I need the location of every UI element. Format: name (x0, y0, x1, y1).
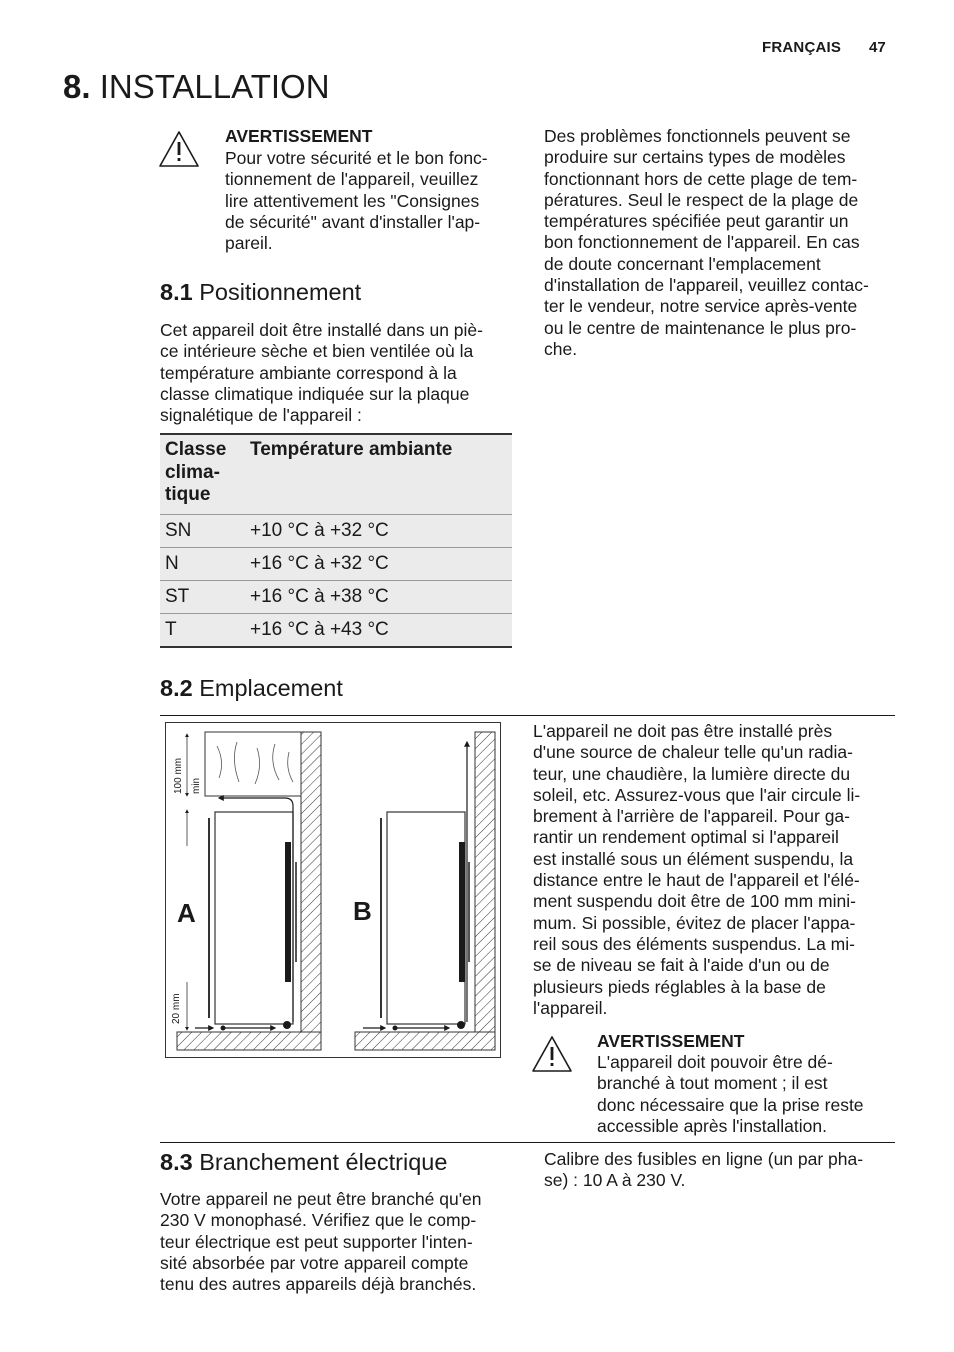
table-cell-temperature: +16 °C à +32 °C (245, 547, 512, 580)
section-title-branchement (160, 1149, 447, 1176)
section-title-text: Emplacement (199, 675, 343, 701)
diagram-label-b: B (353, 896, 372, 926)
header-language: FRANÇAIS (762, 39, 842, 56)
diagram-panel-b (355, 732, 495, 1050)
installation-diagram (165, 722, 501, 1058)
section-title-positionnement (160, 279, 361, 306)
dimension-min: min (191, 777, 202, 794)
location-text: L'appareil ne doit pas être installé près d'une source de chaleur telle qu'un radia- teur, une chaudière, la lumière directe du soleil, etc. Assurez-vous que l'air circule li- brement à l'arrière de l'appareil. Pour ga- rantir un rendement optimal si l'appareil est installé sous un élément suspendu, la distance entre le haut de l'appareil et l'élé- ment suspendu doit être de 100 mm mini- mum. Si possible, évitez de placer l'appa- reil sous des éléments suspendus. La mi- se de niveau se fait à l'aide d'un ou de plusieurs pieds réglables à la base de l'appareil. (533, 721, 861, 1018)
table-cell-class: N (160, 547, 245, 580)
section-title-text: Branchement électrique (199, 1149, 448, 1175)
chapter-title-text: INSTALLATION (99, 68, 330, 105)
climate-class-table (160, 433, 512, 648)
electrical-connection-text: Votre appareil ne peut être branché qu'en 230 V monophasé. Vérifiez que le comp- teur électrique est peut supporter l'inten- sité absorbée par votre appareil compte tenu des autres appareils déjà branchés. (160, 1189, 482, 1295)
warning-title: AVERTISSEMENT (225, 126, 373, 146)
table-cell-temperature: +16 °C à +38 °C (245, 580, 512, 613)
table-header-class: Classe clima- tique (160, 434, 245, 514)
table-cell-temperature: +10 °C à +32 °C (245, 514, 512, 547)
chapter-number: 8. (63, 68, 91, 105)
table-cell-class: ST (160, 580, 245, 613)
warning-text: Pour votre sécurité et le bon fonc- tionnement de l'appareil, veuillez lire attentivement les "Consignes de sécurité" avant d'installer l'ap- pareil. (225, 148, 488, 254)
section-divider (160, 715, 895, 716)
table-header-row (160, 434, 512, 514)
positioning-text: Cet appareil doit être installé dans un piè- ce intérieure sèche et bien ventilée où la température ambiante correspond à la classe climatique indiquée sur la plaque signalétique de l'appareil : (160, 320, 483, 426)
diagram-label-a: A (177, 898, 196, 928)
warning-title: AVERTISSEMENT (597, 1031, 745, 1051)
section-number: 8.1 (160, 279, 193, 305)
chapter-title (63, 68, 330, 106)
table-header-temperature: Température ambiante (245, 434, 512, 514)
table-row (160, 613, 512, 647)
section-title-emplacement (160, 675, 343, 702)
section-divider (160, 1142, 895, 1143)
section-title-text: Positionnement (199, 279, 362, 305)
page-number: 47 (869, 39, 886, 56)
fuse-rating-text: Calibre des fusibles en ligne (un par pha- se) : 10 A à 230 V. (544, 1149, 864, 1191)
warning-text: L'appareil doit pouvoir être dé- branché à tout moment ; il est donc nécessaire que la prise reste accessible après l'installation. (597, 1052, 864, 1136)
table-cell-temperature: +16 °C à +43 °C (245, 613, 512, 647)
table-cell-class: SN (160, 514, 245, 547)
dimension-100mm: 100 mm (173, 757, 184, 794)
table-row (160, 514, 512, 547)
dimension-20mm: 20 mm (171, 993, 182, 1024)
section-number: 8.2 (160, 675, 193, 701)
temperature-range-note: Des problèmes fonctionnels peuvent se produire sur certains types de modèles fonctionnant hors de cette plage de tem- pératures. Seul le respect de la plage de températures spécifiée peut garantir un bon fonctionnement de l'appareil. En cas de doute concernant l'emplacement d'installation de l'appareil, veuillez contac- ter le vendeur, notre service après-vente ou le centre de maintenance le plus pro- che. (544, 126, 869, 359)
table-row (160, 580, 512, 613)
table-row (160, 547, 512, 580)
warning-icon (158, 130, 200, 168)
table-cell-class: T (160, 613, 245, 647)
warning-icon (531, 1035, 573, 1073)
section-number: 8.3 (160, 1149, 193, 1175)
